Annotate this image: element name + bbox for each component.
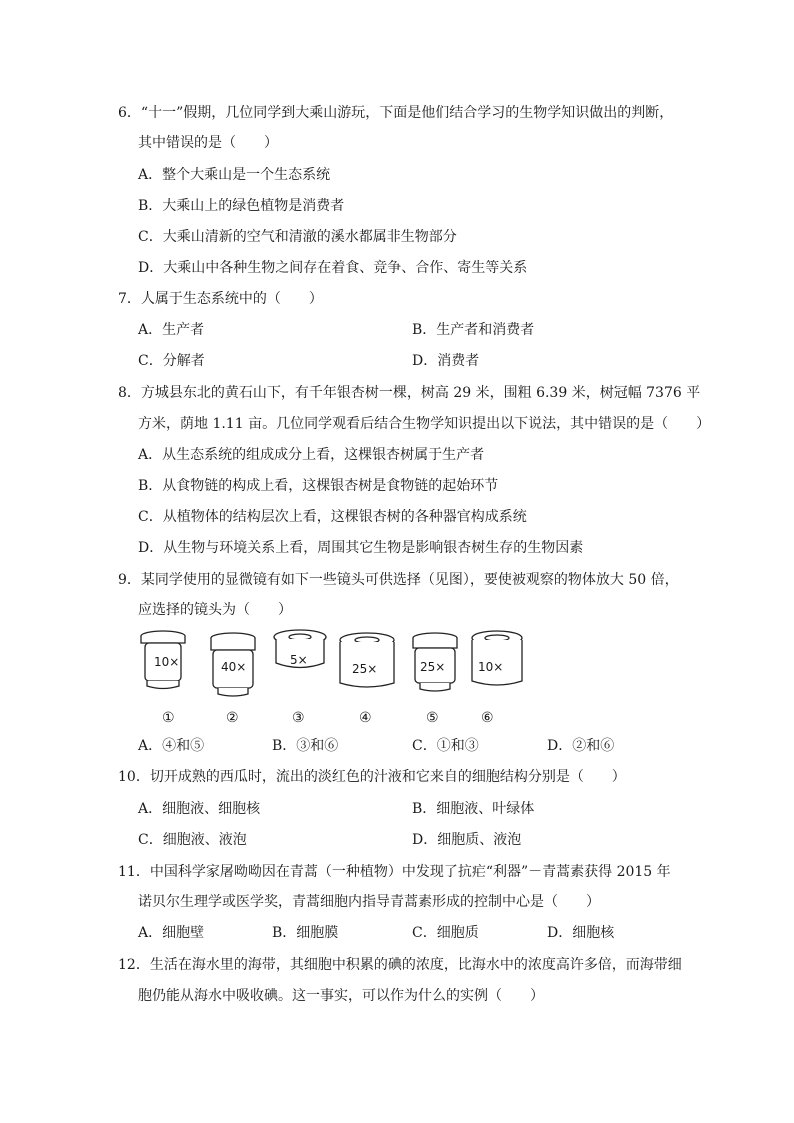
question-7-text: 7．人属于生态系统中的（ ） [118,291,323,307]
lens-6-label: 10× [478,660,504,674]
question-10-option-c: C．细胞液、液泡 [138,832,247,848]
question-9-option-a: A．④和⑤ [138,738,205,754]
question-10-option-d: D．细胞质、液泡 [412,832,522,848]
lens-figure [130,628,530,738]
lens-5-number: ⑤ [426,710,439,726]
question-6-option-c: C．大乘山清新的空气和清澈的溪水都属非生物部分 [138,229,457,245]
lens-3-label: 5× [290,653,308,667]
question-9-text-cont: 应选择的镜头为（ ） [138,602,292,618]
question-11-option-d: D．细胞核 [547,925,615,941]
question-9-option-c: C．①和③ [412,738,479,754]
question-8-option-c: C．从植物体的结构层次上看，这棵银杏树的各种器官构成系统 [138,509,527,525]
question-11-text: 11．中国科学家屠呦呦因在青蒿（一种植物）中发现了抗疟“利器”－青蒿素获得 2015 年 [118,864,671,880]
lens-2-label: 40× [221,660,247,674]
lens-6-drawing [472,631,522,685]
lens-2-number: ② [226,710,239,726]
question-6-text-cont: 其中错误的是（ ） [138,135,278,151]
question-8-option-a: A．从生态系统的组成成分上看，这棵银杏树属于生产者 [138,447,485,463]
question-11-option-c: C．细胞质 [412,925,479,941]
question-9-option-d: D．②和⑥ [547,738,615,754]
question-8-text-cont: 方米，荫地 1.11 亩。几位同学观看后结合生物学知识提出以下说法，其中错误的是（ ） [138,416,711,432]
question-7-option-a: A．生产者 [138,322,205,338]
question-7-option-b: B．生产者和消费者 [412,322,535,338]
question-12-text: 12．生活在海水里的海带，其细胞中积累的碘的浓度，比海水中的浓度高许多倍，而海带细 [118,957,682,973]
question-7-option-d: D．消费者 [412,353,480,369]
question-6-option-b: B．大乘山上的绿色植物是消费者 [138,198,345,214]
question-10-option-b: B．细胞液、叶绿体 [412,801,535,817]
question-11-text-cont: 诺贝尔生理学或医学奖，青蒿细胞内指导青蒿素形成的控制中心是（ ） [138,894,600,910]
question-6-option-d: D．大乘山中各种生物之间存在着食、竞争、合作、寄生等关系 [138,260,528,276]
question-8-text: 8．方城县东北的黄石山下，有千年银杏树一棵，树高 29 米，围粗 6.39 米，树冠幅 7376 平 [118,385,701,401]
question-12-text-cont: 胞仍能从海水中吸收碘。这一事实，可以作为什么的实例（ ） [138,988,544,1004]
lens-3-number: ③ [292,710,305,726]
lens-1-label: 10× [154,655,180,669]
question-9-option-b: B．③和⑥ [272,738,339,754]
question-6-option-a: A．整个大乘山是一个生态系统 [138,167,331,183]
lens-6-number: ⑥ [481,710,494,726]
lens-4-number: ④ [359,710,372,726]
question-7-option-c: C．分解者 [138,353,205,369]
question-6-text: 6．“十一”假期，几位同学到大乘山游玩，下面是他们结合学习的生物学知识做出的判断， [118,105,674,121]
question-10-option-a: A．细胞液、细胞核 [138,801,261,817]
question-8-option-d: D．从生物与环境关系上看，周围其它生物是影响银杏树生存的生物因素 [138,540,584,556]
lens-4-label: 25× [352,662,378,676]
question-8-option-b: B．从食物链的构成上看，这棵银杏树是食物链的起始环节 [138,478,499,494]
question-9-text: 9．某同学使用的显微镜有如下一些镜头可供选择（见图），要使被观察的物体放大 50 倍， [118,572,679,588]
question-11-option-b: B．细胞膜 [272,925,339,941]
question-11-option-a: A．细胞壁 [138,925,205,941]
lens-4-drawing [340,633,394,687]
lens-1-number: ① [162,710,175,726]
question-10-text: 10．切开成熟的西瓜时，流出的淡红色的汁液和它来自的细胞结构分别是（ ） [118,769,626,785]
lens-5-label: 25× [420,660,446,674]
